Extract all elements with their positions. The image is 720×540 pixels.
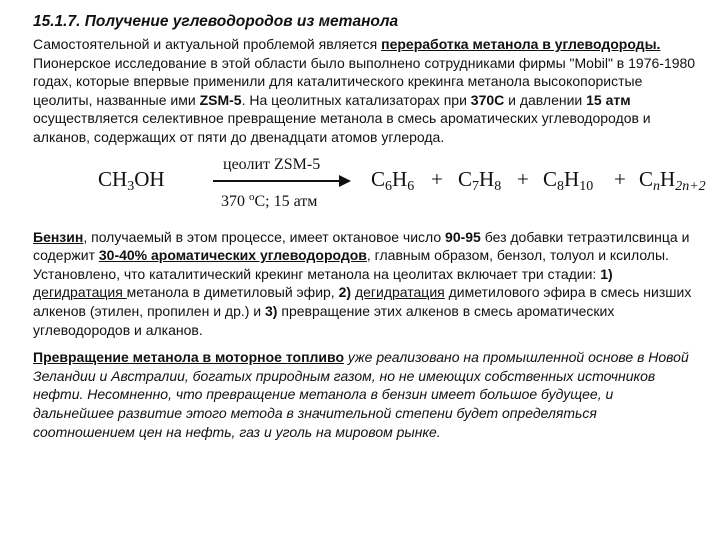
intro-paragraph xyxy=(33,35,697,147)
gas-text-6: превращение этих алкенов в смесь ароматических углеводородов и алканов. xyxy=(33,302,615,338)
gasoline-term: Бензин xyxy=(33,228,84,245)
plus-sign: + xyxy=(431,166,443,191)
product-benzene xyxy=(371,167,414,195)
gas-text-5: диметилового эфира в смесь низших алкенов (этилен, пропилен и др.) и xyxy=(33,284,692,319)
gas-text-3: , главным образом, бензол, толуол и ксилолы. Установлено, что каталитический крекинг метанола на цеолитах включает три стадии: xyxy=(33,247,669,282)
p3-s2: 10 xyxy=(579,178,594,194)
p4-s1: n xyxy=(653,178,661,194)
intro-highlight-topic: переработка метанола в углеводороды. xyxy=(381,36,661,52)
plus-sign: + xyxy=(517,166,529,191)
plus-sign: + xyxy=(614,166,626,191)
reactant-subscript: 3 xyxy=(127,178,135,194)
gas-text-1: , получаемый в этом процессе, имеет октановое число xyxy=(83,228,446,245)
intro-text-5: осуществляется селективное превращение метанола в смесь ароматических углеводородов и алканов, содержащих от пяти до двенадцати атомов углерода. xyxy=(33,110,651,145)
reactant-end: OH xyxy=(134,166,165,191)
slide-content xyxy=(33,12,706,441)
p3-c: C xyxy=(543,166,558,191)
p1-h: H xyxy=(392,166,408,191)
p2-c: C xyxy=(458,166,473,191)
stage-2-term: дегидратация xyxy=(354,284,445,301)
octane-number: 90-95 xyxy=(445,228,481,245)
fuel-text: уже реализовано на промышленной основе в Новой Зеландии и Австралии, богатых природным газом, но не имеющих собственных источников нефти. Несомненно, что превращение метанола в бензин имеет большое будущее, и дальнейшее развитие этого метода в значительной степени будет определяться соотношением цен на нефть, газ и уголь на мировом рынке. xyxy=(33,349,689,440)
reaction-arrow xyxy=(213,180,343,182)
p2-s1: 7 xyxy=(472,178,480,194)
product-xylene xyxy=(543,167,593,195)
aromatics-share: 30-40% ароматических углеводородов xyxy=(98,247,367,264)
gasoline-paragraph xyxy=(33,228,697,340)
p2-h: H xyxy=(479,166,495,191)
p1-s1: 6 xyxy=(385,178,393,194)
reaction-arrow-head xyxy=(339,175,351,187)
p1-s2: 6 xyxy=(407,178,415,194)
degree-sign: o xyxy=(249,190,255,203)
p3-s1: 8 xyxy=(557,178,565,194)
reactant-formula xyxy=(98,167,165,195)
intro-text-4: и давлении xyxy=(504,91,587,108)
stage-1-term: дегидратация xyxy=(33,284,127,301)
intro-text-2: Пионерское исследование в этой области было выполнено сотрудниками фирмы "Mobil" в 1976-1980 годах, которые впервые применили для каталитического крекинга метанола высокопористые цеолиты, названные ими xyxy=(33,54,696,108)
product-toluene xyxy=(458,167,501,195)
stage-1-number: 1) xyxy=(600,265,613,282)
cond-temp: 370 xyxy=(221,192,249,210)
p4-c: C xyxy=(639,166,654,191)
zeolite-name: ZSM-5 xyxy=(199,91,242,108)
p4-h: H xyxy=(660,166,676,191)
gas-text-4: метанола в диметиловый эфир, xyxy=(126,284,339,301)
cond-rest: C; 15 атм xyxy=(254,192,318,210)
fuel-conversion-term: Превращение метанола в моторное топливо xyxy=(33,349,344,366)
p3-h: H xyxy=(564,166,580,191)
reaction-conditions xyxy=(221,191,317,211)
p1-c: C xyxy=(371,166,386,191)
page-title: 15.1.7. Получение углеводородов из метанола xyxy=(33,13,399,30)
catalyst-label: цеолит ZSM-5 xyxy=(223,155,321,173)
product-alkanes xyxy=(639,167,706,195)
pressure-value: 15 атм xyxy=(586,91,631,108)
p4-s2: 2n+2 xyxy=(675,178,706,194)
intro-text-3: . На цеолитных катализаторах при xyxy=(241,91,471,108)
p2-s2: 8 xyxy=(494,178,502,194)
reactant-part: CH xyxy=(98,166,128,191)
stage-2-number: 2) xyxy=(338,284,352,301)
gas-text-2: без добавки тетраэтилсвинца и содержит xyxy=(33,228,690,264)
reaction-equation xyxy=(33,150,706,222)
stage-3-number: 3) xyxy=(265,302,278,319)
intro-text-1: Самостоятельной и актуальной проблемой является xyxy=(33,36,382,52)
fuel-paragraph xyxy=(33,348,697,441)
temperature-value: 370C xyxy=(470,91,505,108)
